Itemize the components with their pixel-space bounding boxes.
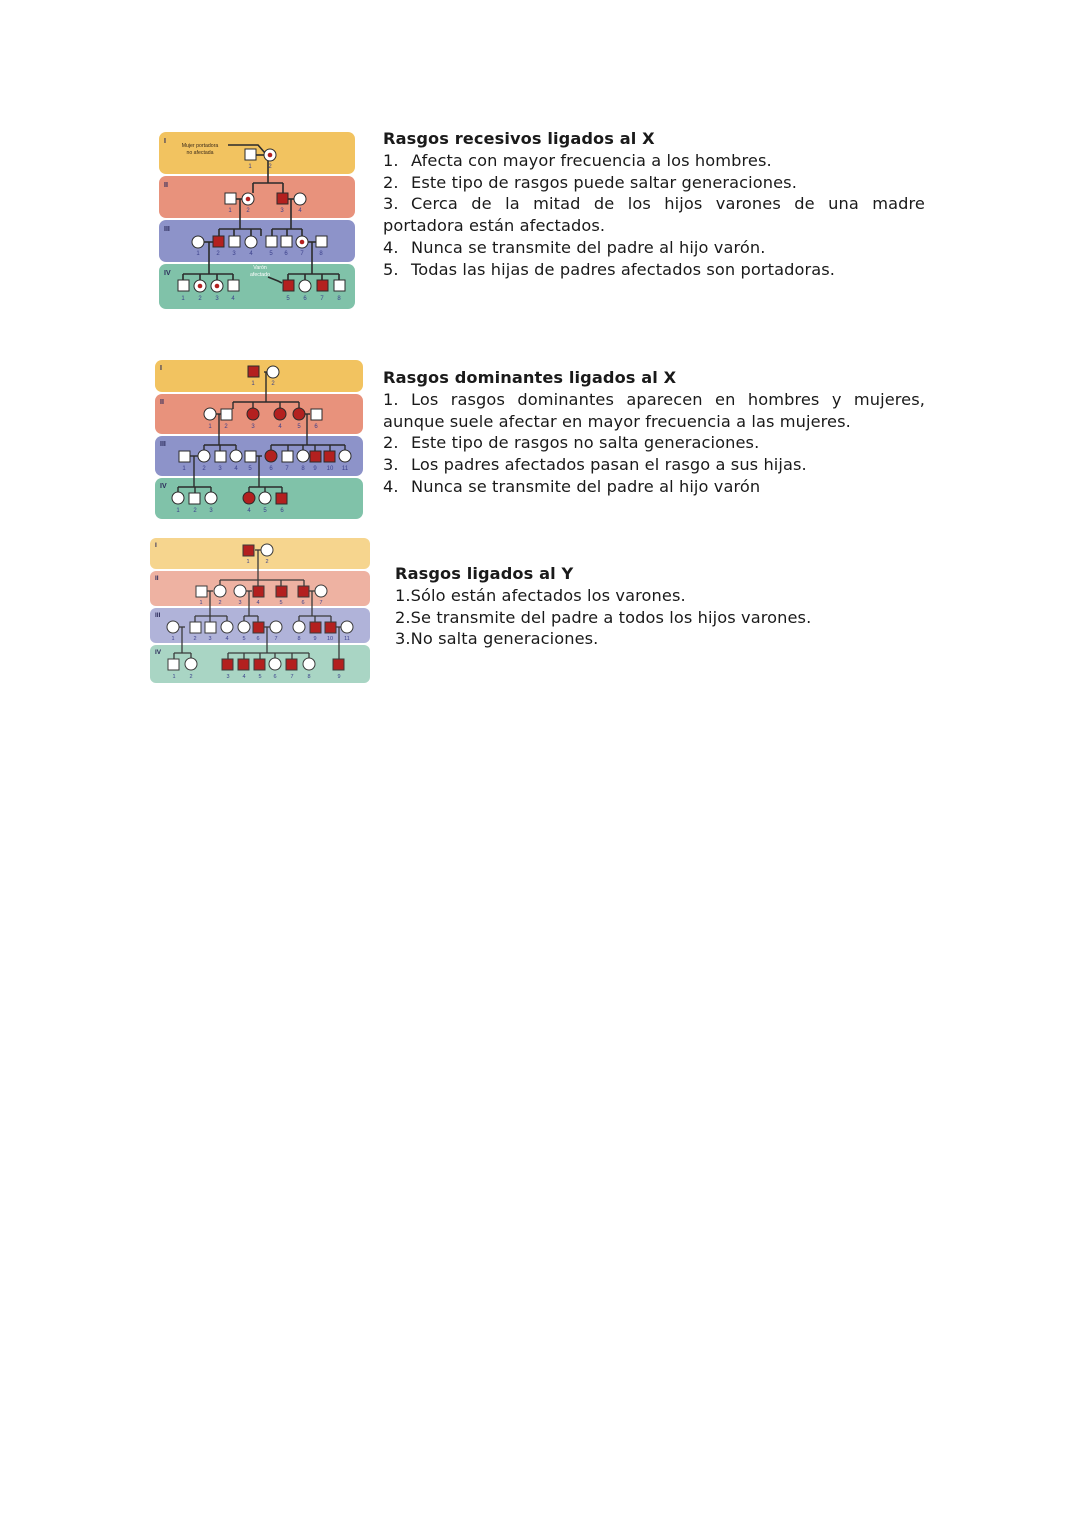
- svg-text:3: 3: [226, 674, 230, 680]
- svg-text:2: 2: [189, 674, 193, 680]
- female-unaffected-icon: [230, 450, 242, 462]
- svg-text:III: III: [155, 612, 161, 619]
- pedigree-x-dominant-chart: [154, 359, 365, 521]
- female-unaffected-icon: [267, 366, 279, 378]
- male-affected-icon: [298, 586, 309, 597]
- svg-text:5: 5: [242, 636, 246, 642]
- male-affected-icon: [243, 545, 254, 556]
- svg-text:8: 8: [301, 466, 305, 472]
- svg-text:2: 2: [193, 636, 197, 642]
- svg-text:IV: IV: [155, 649, 162, 656]
- male-unaffected-icon: [178, 280, 189, 291]
- female-unaffected-icon: [261, 544, 273, 556]
- female-unaffected-icon: [303, 658, 315, 670]
- female-unaffected-icon: [259, 492, 271, 504]
- female-unaffected-icon: [245, 236, 257, 248]
- svg-text:4: 4: [249, 251, 253, 257]
- female-unaffected-icon: [315, 585, 327, 597]
- svg-text:7: 7: [300, 251, 304, 257]
- female-affected-icon: [265, 450, 277, 462]
- svg-text:1: 1: [172, 674, 176, 680]
- svg-text:6: 6: [256, 636, 260, 642]
- female-affected-icon: [274, 408, 286, 420]
- male-affected-icon: [222, 659, 233, 670]
- svg-text:4: 4: [234, 466, 238, 472]
- svg-text:3: 3: [209, 508, 213, 514]
- svg-text:4: 4: [247, 508, 251, 514]
- svg-text:9: 9: [313, 466, 317, 472]
- male-unaffected-icon: [205, 622, 216, 633]
- svg-text:6: 6: [280, 508, 284, 514]
- male-unaffected-icon: [190, 622, 201, 633]
- female-unaffected-icon: [198, 450, 210, 462]
- section-title: Rasgos ligados al Y: [395, 564, 574, 583]
- svg-text:1: 1: [182, 466, 186, 472]
- svg-text:7: 7: [319, 600, 323, 606]
- female-unaffected-icon: [172, 492, 184, 504]
- svg-text:9: 9: [337, 674, 341, 680]
- svg-text:8: 8: [337, 296, 341, 302]
- annotation-carrier-line2: no afectada: [186, 150, 214, 156]
- svg-text:5: 5: [248, 466, 252, 472]
- annotation-affected-line2: afectado: [250, 272, 270, 278]
- svg-text:I: I: [160, 365, 162, 372]
- male-affected-icon: [253, 622, 264, 633]
- section-x-recessive: [383, 128, 925, 281]
- gen-label: IV: [164, 270, 171, 277]
- female-unaffected-icon: [341, 621, 353, 633]
- female-unaffected-icon: [221, 621, 233, 633]
- svg-text:9: 9: [313, 636, 317, 642]
- svg-text:4: 4: [298, 208, 302, 214]
- svg-text:2: 2: [218, 600, 222, 606]
- male-affected-icon: [325, 622, 336, 633]
- svg-text:1: 1: [246, 559, 250, 565]
- male-unaffected-icon: [311, 409, 322, 420]
- female-affected-icon: [293, 408, 305, 420]
- svg-text:4: 4: [225, 636, 229, 642]
- svg-text:6: 6: [301, 600, 305, 606]
- svg-text:2: 2: [216, 251, 220, 257]
- list-item: 1.Sólo están afectados los varones.: [395, 585, 686, 605]
- pedigree-x-recessive: [158, 131, 356, 311]
- male-affected-icon: [276, 493, 287, 504]
- male-affected-icon: [276, 586, 287, 597]
- svg-text:3: 3: [215, 296, 219, 302]
- svg-text:1: 1: [251, 381, 255, 387]
- svg-text:6: 6: [269, 466, 273, 472]
- svg-text:6: 6: [284, 251, 288, 257]
- female-unaffected-icon: [205, 492, 217, 504]
- pedigree-y-linked: [149, 537, 371, 685]
- list-item: 2. Este tipo de rasgos puede saltar generaciones.: [383, 172, 797, 192]
- list-item: 1. Afecta con mayor frecuencia a los hombres.: [383, 150, 772, 170]
- male-affected-icon: [277, 193, 288, 204]
- band-generation-i: [150, 538, 370, 569]
- svg-text:1: 1: [196, 251, 200, 257]
- gen-label: I: [164, 138, 166, 145]
- female-unaffected-icon: [293, 621, 305, 633]
- male-affected-icon: [324, 451, 335, 462]
- female-unaffected-icon: [270, 621, 282, 633]
- svg-text:III: III: [160, 441, 166, 448]
- list-item: 1. Los rasgos dominantes aparecen en hombres y mujeres, aunque suele afectar en mayor frecuencia a las mujeres.: [383, 389, 925, 431]
- svg-text:2: 2: [198, 296, 202, 302]
- annotation-affected-line1: Varón: [253, 265, 267, 271]
- pedigree-x-dominant: [154, 359, 365, 521]
- generation-bands: [155, 360, 363, 519]
- female-unaffected-icon: [299, 280, 311, 292]
- list-item: 2.Se transmite del padre a todos los hijos varones.: [395, 607, 812, 627]
- svg-text:7: 7: [285, 466, 289, 472]
- svg-text:11: 11: [344, 636, 350, 642]
- female-unaffected-icon: [294, 193, 306, 205]
- svg-text:2: 2: [193, 508, 197, 514]
- section-y-linked: [395, 563, 815, 650]
- gen-label: III: [164, 226, 170, 233]
- male-unaffected-icon: [245, 451, 256, 462]
- male-affected-icon: [283, 280, 294, 291]
- male-affected-icon: [310, 451, 321, 462]
- svg-text:2: 2: [224, 424, 228, 430]
- svg-text:2: 2: [202, 466, 206, 472]
- svg-text:1: 1: [181, 296, 185, 302]
- svg-text:1: 1: [171, 636, 175, 642]
- svg-text:1: 1: [208, 424, 212, 430]
- male-unaffected-icon: [282, 451, 293, 462]
- female-unaffected-icon: [204, 408, 216, 420]
- svg-text:8: 8: [297, 636, 301, 642]
- gen-label: II: [164, 182, 168, 189]
- male-unaffected-icon: [266, 236, 277, 247]
- list-item: 2. Este tipo de rasgos no salta generaciones.: [383, 433, 760, 453]
- section-x-dominant: [383, 367, 925, 498]
- female-unaffected-icon: [234, 585, 246, 597]
- male-affected-icon: [286, 659, 297, 670]
- male-unaffected-icon: [221, 409, 232, 420]
- svg-text:5: 5: [269, 251, 273, 257]
- svg-text:8: 8: [307, 674, 311, 680]
- list-item: 4. Nunca se transmite del padre al hijo varón.: [383, 237, 766, 257]
- male-unaffected-icon: [334, 280, 345, 291]
- svg-text:6: 6: [314, 424, 318, 430]
- svg-text:7: 7: [274, 636, 278, 642]
- svg-text:1: 1: [176, 508, 180, 514]
- female-unaffected-icon: [238, 621, 250, 633]
- male-unaffected-icon: [229, 236, 240, 247]
- svg-text:2: 2: [271, 381, 275, 387]
- svg-text:8: 8: [319, 251, 323, 257]
- svg-text:3: 3: [251, 424, 255, 430]
- male-affected-icon: [333, 659, 344, 670]
- male-unaffected-icon: [245, 149, 256, 160]
- svg-text:11: 11: [341, 466, 349, 472]
- male-unaffected-icon: [228, 280, 239, 291]
- male-unaffected-icon: [189, 493, 200, 504]
- section-title: Rasgos recesivos ligados al X: [383, 129, 655, 148]
- svg-text:1: 1: [228, 208, 232, 214]
- female-unaffected-icon: [297, 450, 309, 462]
- male-affected-icon: [248, 366, 259, 377]
- annotation-carrier-line1: Mujer portadora: [181, 143, 219, 149]
- male-unaffected-icon: [179, 451, 190, 462]
- svg-text:4: 4: [231, 296, 235, 302]
- female-unaffected-icon: [185, 658, 197, 670]
- svg-text:3: 3: [232, 251, 236, 257]
- male-unaffected-icon: [196, 586, 207, 597]
- svg-text:4: 4: [278, 424, 282, 430]
- svg-text:5: 5: [258, 674, 262, 680]
- svg-text:1: 1: [199, 600, 203, 606]
- svg-text:2: 2: [268, 164, 272, 170]
- svg-text:7: 7: [320, 296, 324, 302]
- list-item: 5. Todas las hijas de padres afectados son portadoras.: [383, 259, 836, 279]
- male-unaffected-icon: [168, 659, 179, 670]
- svg-text:3: 3: [218, 466, 222, 472]
- male-affected-icon: [254, 659, 265, 670]
- female-unaffected-icon: [192, 236, 204, 248]
- female-affected-icon: [247, 408, 259, 420]
- male-unaffected-icon: [225, 193, 236, 204]
- svg-text:2: 2: [265, 559, 269, 565]
- svg-text:5: 5: [263, 508, 267, 514]
- male-affected-icon: [238, 659, 249, 670]
- male-affected-icon: [310, 622, 321, 633]
- svg-text:3: 3: [208, 636, 212, 642]
- svg-text:5: 5: [286, 296, 290, 302]
- list-item: 3. Cerca de la mitad de los hijos varones de una madre portadora están afectados.: [383, 194, 925, 236]
- svg-text:6: 6: [273, 674, 277, 680]
- male-unaffected-icon: [281, 236, 292, 247]
- svg-text:II: II: [155, 575, 159, 582]
- male-affected-icon: [213, 236, 224, 247]
- section-title: Rasgos dominantes ligados al X: [383, 368, 677, 387]
- svg-text:4: 4: [256, 600, 260, 606]
- female-unaffected-icon: [269, 658, 281, 670]
- svg-text:I: I: [155, 542, 157, 549]
- female-unaffected-icon: [167, 621, 179, 633]
- svg-text:IV: IV: [160, 483, 167, 490]
- female-affected-icon: [243, 492, 255, 504]
- male-affected-icon: [317, 280, 328, 291]
- svg-text:6: 6: [303, 296, 307, 302]
- svg-text:3: 3: [280, 208, 284, 214]
- male-unaffected-icon: [316, 236, 327, 247]
- svg-text:4: 4: [242, 674, 246, 680]
- svg-text:10: 10: [326, 636, 334, 642]
- svg-text:5: 5: [297, 424, 301, 430]
- pedigree-x-recessive-chart: [158, 131, 356, 311]
- male-affected-icon: [253, 586, 264, 597]
- svg-text:1: 1: [248, 164, 252, 170]
- svg-text:10: 10: [326, 466, 334, 472]
- list-item: 4. Nunca se transmite del padre al hijo varón: [383, 476, 761, 496]
- list-item: 3. Los padres afectados pasan el rasgo a sus hijas.: [383, 455, 807, 475]
- male-unaffected-icon: [215, 451, 226, 462]
- svg-text:3: 3: [238, 600, 242, 606]
- list-item: 3.No salta generaciones.: [395, 629, 599, 649]
- svg-text:5: 5: [279, 600, 283, 606]
- svg-text:2: 2: [246, 208, 250, 214]
- svg-text:7: 7: [290, 674, 294, 680]
- female-unaffected-icon: [339, 450, 351, 462]
- pedigree-y-linked-chart: [149, 537, 371, 685]
- female-unaffected-icon: [214, 585, 226, 597]
- svg-text:II: II: [160, 399, 164, 406]
